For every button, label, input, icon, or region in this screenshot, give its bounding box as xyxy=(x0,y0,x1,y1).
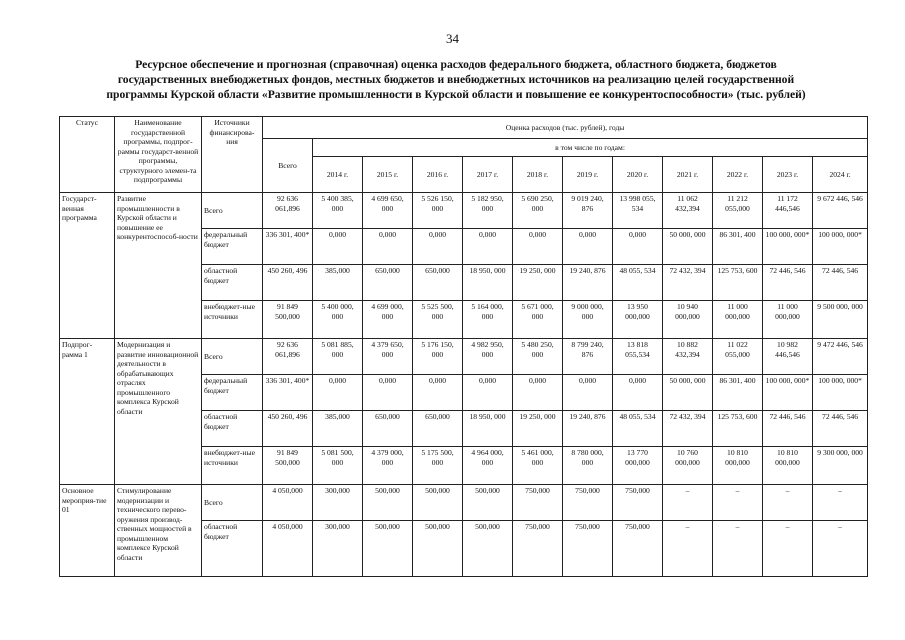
funding-source-cell: внебюджет-ные источники xyxy=(202,447,263,485)
year-value-cell: – xyxy=(713,521,763,577)
total-value-cell: 450 260, 496 xyxy=(263,265,313,301)
year-value-cell: 500,000 xyxy=(363,521,413,577)
year-value-cell: – xyxy=(713,485,763,521)
program-name-cell: Развитие промышленности в Курской области и повышение ее конкурентоспособ-ности xyxy=(115,193,202,339)
year-value-cell: 5 400 000, 000 xyxy=(313,301,363,339)
header-year: 2021 г. xyxy=(663,157,713,193)
funding-source-cell: внебюджет-ные источники xyxy=(202,301,263,339)
year-value-cell: – xyxy=(813,521,868,577)
header-year: 2022 г. xyxy=(713,157,763,193)
year-value-cell: 750,000 xyxy=(613,521,663,577)
year-value-cell: 500,000 xyxy=(413,521,463,577)
year-value-cell: 9 472 446, 546 xyxy=(813,339,868,375)
year-value-cell: 650,000 xyxy=(413,411,463,447)
year-value-cell: 5 176 150, 000 xyxy=(413,339,463,375)
year-value-cell: 11 000 000,000 xyxy=(763,301,813,339)
year-value-cell: 650,000 xyxy=(413,265,463,301)
year-value-cell: 9 672 446, 546 xyxy=(813,193,868,229)
title-line: программы Курской области «Развитие промышленности в Курской области и повышение ее конкурентоспособности» (тыс. рублей) xyxy=(106,88,806,101)
funding-source-cell: Всего xyxy=(202,193,263,229)
year-value-cell: 9 500 000, 000 xyxy=(813,301,868,339)
year-value-cell: – xyxy=(763,521,813,577)
year-value-cell: 19 240, 876 xyxy=(563,411,613,447)
year-value-cell: 650,000 xyxy=(363,265,413,301)
total-value-cell: 450 260, 496 xyxy=(263,411,313,447)
year-value-cell: 72 432, 394 xyxy=(663,411,713,447)
year-value-cell: – xyxy=(763,485,813,521)
header-year: 2018 г. xyxy=(513,157,563,193)
year-value-cell: 18 950, 000 xyxy=(463,411,513,447)
page-number: 34 xyxy=(446,31,459,46)
year-value-cell: 100 000, 000* xyxy=(763,229,813,265)
year-value-cell: 650,000 xyxy=(363,411,413,447)
year-value-cell: 72 446, 546 xyxy=(763,411,813,447)
year-value-cell: 4 379 000, 000 xyxy=(363,447,413,485)
year-value-cell: 10 810 000,000 xyxy=(713,447,763,485)
table-row xyxy=(60,485,868,521)
year-value-cell: 385,000 xyxy=(313,411,363,447)
table-row xyxy=(60,193,868,229)
year-value-cell: 86 301, 400 xyxy=(713,375,763,411)
year-value-cell: 500,000 xyxy=(413,485,463,521)
total-value-cell: 91 849 500,000 xyxy=(263,447,313,485)
total-value-cell: 92 636 061,896 xyxy=(263,339,313,375)
year-value-cell: 5 400 385, 000 xyxy=(313,193,363,229)
funding-source-cell: областной бюджет xyxy=(202,411,263,447)
funding-source-cell: областной бюджет xyxy=(202,265,263,301)
year-value-cell: 0,000 xyxy=(413,375,463,411)
year-value-cell: 86 301, 400 xyxy=(713,229,763,265)
header-total: Всего xyxy=(263,139,313,193)
year-value-cell: 11 000 000,000 xyxy=(713,301,763,339)
year-value-cell: 72 446, 546 xyxy=(813,411,868,447)
year-value-cell: 11 212 055,000 xyxy=(713,193,763,229)
year-value-cell: 0,000 xyxy=(513,229,563,265)
year-value-cell: 100 000, 000* xyxy=(763,375,813,411)
year-value-cell: 10 940 000,000 xyxy=(663,301,713,339)
year-value-cell: 385,000 xyxy=(313,265,363,301)
table-row xyxy=(60,339,868,375)
year-value-cell: 0,000 xyxy=(613,375,663,411)
header-year: 2015 г. xyxy=(363,157,413,193)
year-value-cell: 10 760 000,000 xyxy=(663,447,713,485)
year-value-cell: 9 000 000, 000 xyxy=(563,301,613,339)
year-value-cell: 750,000 xyxy=(513,485,563,521)
year-value-cell: 4 964 000, 000 xyxy=(463,447,513,485)
header-year: 2020 г. xyxy=(613,157,663,193)
year-value-cell: 5 461 000, 000 xyxy=(513,447,563,485)
funding-source-cell: областной бюджет xyxy=(202,521,263,577)
title-line: Ресурсное обеспечение и прогнозная (справочная) оценка расходов федерального бюджета, областного бюджета, бюджетов xyxy=(135,58,777,71)
year-value-cell: 0,000 xyxy=(413,229,463,265)
year-value-cell: 750,000 xyxy=(513,521,563,577)
header-year: 2014 г. xyxy=(313,157,363,193)
year-value-cell: 19 250, 000 xyxy=(513,265,563,301)
header-year: 2024 г. xyxy=(813,157,868,193)
year-value-cell: 18 950, 000 xyxy=(463,265,513,301)
year-value-cell: 4 699 000, 000 xyxy=(363,301,413,339)
year-value-cell: 5 671 000, 000 xyxy=(513,301,563,339)
year-value-cell: 0,000 xyxy=(563,375,613,411)
header-status: Статус xyxy=(60,117,115,193)
status-cell: Государст-венная программа xyxy=(60,193,115,339)
total-value-cell: 336 301, 400* xyxy=(263,229,313,265)
year-value-cell: 11 022 055,000 xyxy=(713,339,763,375)
year-value-cell: 5 081 500, 000 xyxy=(313,447,363,485)
year-value-cell: – xyxy=(663,485,713,521)
header-year: 2017 г. xyxy=(463,157,513,193)
year-value-cell: 5 164 000, 000 xyxy=(463,301,513,339)
program-name-cell: Стимулирование модернизации и технического перево-оружения производ-ственных мощностей в промышленном комплексе Курской области xyxy=(115,485,202,577)
document-title xyxy=(56,57,856,102)
year-value-cell: 5 690 250, 000 xyxy=(513,193,563,229)
year-value-cell: 4 379 650, 000 xyxy=(363,339,413,375)
year-value-cell: 48 055, 534 xyxy=(613,265,663,301)
year-value-cell: 13 770 000,000 xyxy=(613,447,663,485)
year-value-cell: 13 818 055,534 xyxy=(613,339,663,375)
year-value-cell: 19 250, 000 xyxy=(513,411,563,447)
year-value-cell: 72 446, 546 xyxy=(813,265,868,301)
year-value-cell: 0,000 xyxy=(613,229,663,265)
year-value-cell: – xyxy=(813,485,868,521)
year-value-cell: 72 432, 394 xyxy=(663,265,713,301)
year-value-cell: 0,000 xyxy=(363,375,413,411)
year-value-cell: 50 000, 000 xyxy=(663,229,713,265)
total-value-cell: 4 050,000 xyxy=(263,521,313,577)
year-value-cell: 0,000 xyxy=(463,229,513,265)
year-value-cell: 11 062 432,394 xyxy=(663,193,713,229)
total-value-cell: 336 301, 400* xyxy=(263,375,313,411)
year-value-cell: 300,000 xyxy=(313,521,363,577)
year-value-cell: 11 172 446,546 xyxy=(763,193,813,229)
year-value-cell: 100 000, 000* xyxy=(813,229,868,265)
status-cell: Основное мероприя-тие 01 xyxy=(60,485,115,577)
year-value-cell: 9 019 240, 876 xyxy=(563,193,613,229)
year-value-cell: 8 780 000, 000 xyxy=(563,447,613,485)
year-value-cell: 4 982 950, 000 xyxy=(463,339,513,375)
year-value-cell: 300,000 xyxy=(313,485,363,521)
year-value-cell: 750,000 xyxy=(563,521,613,577)
header-program-name: Наименование государственной программы, подпрог-раммы государст-венной программы, структурного элемен-та подпрограммы xyxy=(115,117,202,193)
funding-source-cell: Всего xyxy=(202,339,263,375)
year-value-cell: 10 982 446,546 xyxy=(763,339,813,375)
year-value-cell: 0,000 xyxy=(363,229,413,265)
year-value-cell: 750,000 xyxy=(563,485,613,521)
year-value-cell: 72 446, 546 xyxy=(763,265,813,301)
header-year: 2023 г. xyxy=(763,157,813,193)
year-value-cell: 50 000, 000 xyxy=(663,375,713,411)
year-value-cell: 8 799 240, 876 xyxy=(563,339,613,375)
funding-source-cell: федеральный бюджет xyxy=(202,375,263,411)
header-funding-sources: Источники финансирова-ния xyxy=(202,117,263,193)
year-value-cell: 5 182 950, 000 xyxy=(463,193,513,229)
year-value-cell: 500,000 xyxy=(363,485,413,521)
year-value-cell: 0,000 xyxy=(313,229,363,265)
header-by-year: в том числе по годам: xyxy=(313,139,868,157)
year-value-cell: 0,000 xyxy=(563,229,613,265)
year-value-cell: 10 882 432,394 xyxy=(663,339,713,375)
year-value-cell: 125 753, 600 xyxy=(713,411,763,447)
year-value-cell: 48 055, 534 xyxy=(613,411,663,447)
total-value-cell: 4 050,000 xyxy=(263,485,313,521)
total-value-cell: 91 849 500,000 xyxy=(263,301,313,339)
header-estimate: Оценка расходов (тыс. рублей), годы xyxy=(263,117,868,139)
budget-table xyxy=(59,116,868,577)
year-value-cell: 500,000 xyxy=(463,485,513,521)
year-value-cell: 125 753, 600 xyxy=(713,265,763,301)
total-value-cell: 92 636 061,896 xyxy=(263,193,313,229)
program-name-cell: Модернизация и развитие инновационной деятельности в обрабатывающих отраслях промышленного комплекса Курской области xyxy=(115,339,202,485)
funding-source-cell: федеральный бюджет xyxy=(202,229,263,265)
funding-source-cell: Всего xyxy=(202,485,263,521)
year-value-cell: 4 699 650, 000 xyxy=(363,193,413,229)
year-value-cell: 0,000 xyxy=(313,375,363,411)
year-value-cell: 13 950 000,000 xyxy=(613,301,663,339)
title-line: государственных внебюджетных фондов, местных бюджетов и внебюджетных источников на реализацию целей государственной xyxy=(117,73,795,86)
year-value-cell: 5 526 150, 000 xyxy=(413,193,463,229)
status-cell: Подпрог-рамма 1 xyxy=(60,339,115,485)
year-value-cell: 19 240, 876 xyxy=(563,265,613,301)
year-value-cell: 750,000 xyxy=(613,485,663,521)
year-value-cell: 10 810 000,000 xyxy=(763,447,813,485)
year-value-cell: 5 081 885, 000 xyxy=(313,339,363,375)
year-value-cell: 100 000, 000* xyxy=(813,375,868,411)
year-value-cell: 5 525 500, 000 xyxy=(413,301,463,339)
year-value-cell: 0,000 xyxy=(513,375,563,411)
year-value-cell: 5 175 500, 000 xyxy=(413,447,463,485)
year-value-cell: 5 480 250, 000 xyxy=(513,339,563,375)
year-value-cell: 13 998 055, 534 xyxy=(613,193,663,229)
year-value-cell: 9 300 000, 000 xyxy=(813,447,868,485)
header-year: 2019 г. xyxy=(563,157,613,193)
year-value-cell: 0,000 xyxy=(463,375,513,411)
year-value-cell: 500,000 xyxy=(463,521,513,577)
header-year: 2016 г. xyxy=(413,157,463,193)
year-value-cell: – xyxy=(663,521,713,577)
